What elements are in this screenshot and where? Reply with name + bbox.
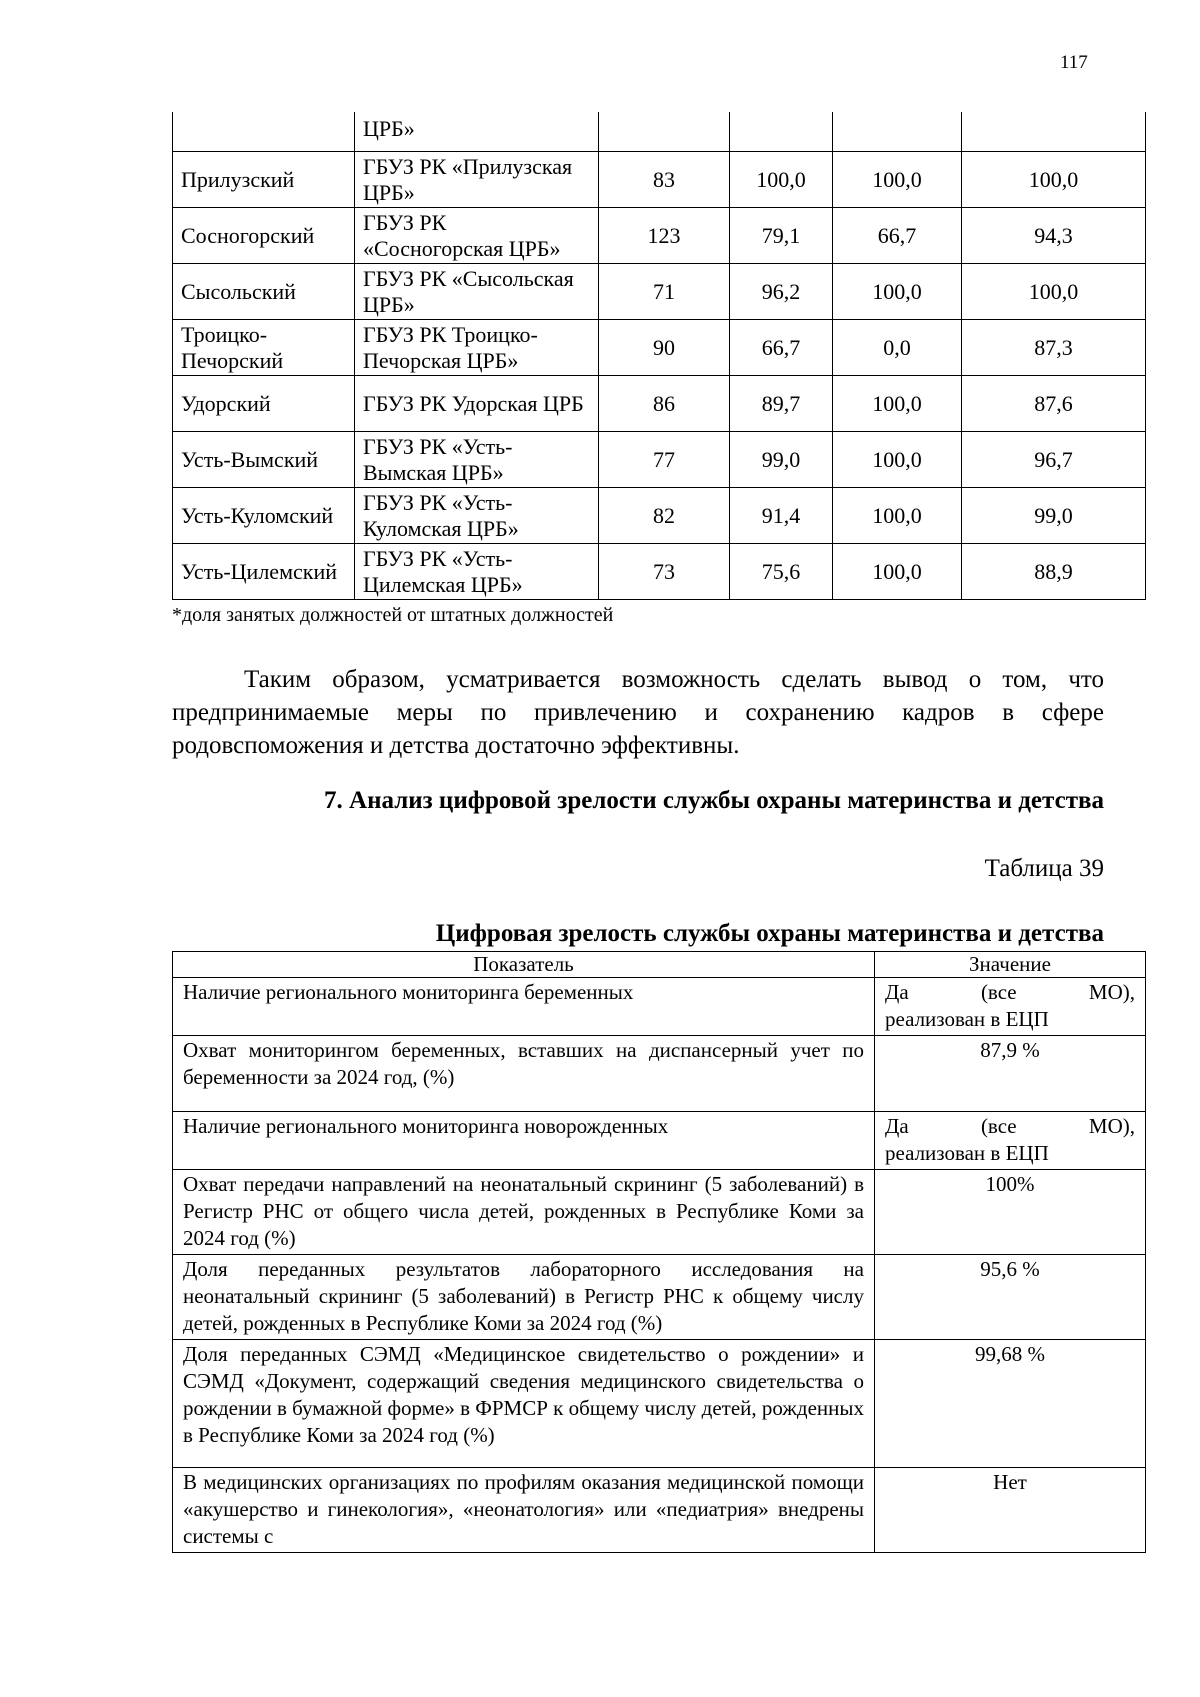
value-word: (все — [980, 1114, 1017, 1138]
value-cell: 96,2 — [730, 264, 833, 320]
value-word: Да — [885, 1114, 909, 1138]
value-cell: 66,7 — [833, 208, 962, 264]
table-row — [173, 544, 1146, 600]
table-title: Цифровая зрелость службы охраны материнства и детства — [435, 920, 1104, 947]
indicator-cell: Наличие регионального мониторинга беременных — [173, 978, 875, 1036]
value-cell: 83 — [599, 152, 730, 208]
table-row — [173, 1340, 1146, 1468]
value-cell — [875, 978, 1146, 1036]
table-row — [173, 1112, 1146, 1170]
paragraph-text: Таким образом, усматривается возможность сделать вывод о том, что предпринимаемые меры по привлечению и сохранению кадров в сфере родовспоможения и детства достаточно эффективны. — [172, 666, 1104, 759]
value-cell: 100,0 — [730, 152, 833, 208]
value-cell: 77 — [599, 432, 730, 488]
value-cell: 75,6 — [730, 544, 833, 600]
value-cell: 100,0 — [962, 152, 1146, 208]
org-cell: ГБУЗ РК «Прилузская ЦРБ» — [355, 152, 599, 208]
org-cell: ГБУЗ РК «Сосногорская ЦРБ» — [355, 208, 599, 264]
table-row — [173, 978, 1146, 1036]
value-cell: 87,3 — [962, 320, 1146, 376]
value-cell: 90 — [599, 320, 730, 376]
value-line: реализован в ЕЦП — [885, 1141, 1049, 1165]
section-heading: 7. Анализ цифровой зрелости службы охраны материнства и детства — [324, 787, 1104, 814]
district-cell: Троицко-Печорский — [173, 320, 355, 376]
value-cell: 100,0 — [962, 264, 1146, 320]
district-cell: Удорский — [173, 376, 355, 432]
org-cell: ГБУЗ РК Удорская ЦРБ — [355, 376, 599, 432]
indicator-cell: Доля переданных результатов лабораторного исследования на неонатальный скрининг (5 заболеваний) в Регистр РНС к общему числу детей, рожденных в Республике Коми за 2024 год (%) — [173, 1255, 875, 1340]
value-cell: 71 — [599, 264, 730, 320]
value-cell: 99,68 % — [875, 1340, 1146, 1468]
digital-maturity-table — [172, 951, 1146, 1553]
value-cell — [875, 1112, 1146, 1170]
value-cell: 91,4 — [730, 488, 833, 544]
value-line — [885, 1113, 1135, 1140]
table-label: Таблица 39 — [984, 855, 1104, 882]
value-word: МО), — [1088, 980, 1135, 1004]
org-cell: ГБУЗ РК «Усть-Куломская ЦРБ» — [355, 488, 599, 544]
value-cell: 95,6 % — [875, 1255, 1146, 1340]
value-cell: 73 — [599, 544, 730, 600]
table-row — [173, 376, 1146, 432]
staffing-table — [172, 112, 1146, 600]
value-cell: 99,0 — [730, 432, 833, 488]
table-row — [173, 1036, 1146, 1112]
page-number: 117 — [1060, 52, 1088, 73]
org-cell: ГБУЗ РК «Усть-Вымская ЦРБ» — [355, 432, 599, 488]
value-cell: 99,0 — [962, 488, 1146, 544]
value-cell: 87,9 % — [875, 1036, 1146, 1112]
value-cell: 66,7 — [730, 320, 833, 376]
value-cell: 94,3 — [962, 208, 1146, 264]
table-row — [173, 112, 1146, 152]
value-cell: 100,0 — [833, 488, 962, 544]
value-cell: 100,0 — [833, 432, 962, 488]
conclusion-paragraph — [172, 663, 1104, 762]
table-header-row — [173, 952, 1146, 978]
value-cell: 86 — [599, 376, 730, 432]
indicator-cell: Наличие регионального мониторинга новорожденных — [173, 1112, 875, 1170]
value-cell: 100,0 — [833, 264, 962, 320]
indicator-cell: Охват передачи направлений на неонатальный скрининг (5 заболеваний) в Регистр РНС от общего числа детей, рожденных в Республике Коми за 2024 год (%) — [173, 1170, 875, 1255]
footnote: *доля занятых должностей от штатных должностей — [172, 604, 614, 626]
value-cell: Нет — [875, 1468, 1146, 1553]
value-cell: 0,0 — [833, 320, 962, 376]
value-cell: 100,0 — [833, 376, 962, 432]
value-cell: 79,1 — [730, 208, 833, 264]
table-row — [173, 264, 1146, 320]
value-word: (все — [980, 980, 1017, 1004]
header-indicator: Показатель — [173, 952, 875, 978]
value-cell: 100,0 — [833, 152, 962, 208]
indicator-cell: Охват мониторингом беременных, вставших на диспансерный учет по беременности за 2024 год, (%) — [173, 1036, 875, 1112]
value-cell: 89,7 — [730, 376, 833, 432]
org-cell: ГБУЗ РК «Сысольская ЦРБ» — [355, 264, 599, 320]
value-cell: 96,7 — [962, 432, 1146, 488]
org-cell: ЦРБ» — [355, 112, 599, 152]
indicator-cell: Доля переданных СЭМД «Медицинское свидетельство о рождении» и СЭМД «Документ, содержащий сведения медицинского свидетельства о рождении в бумажной форме» в ФРМСР к общему числу детей, рожденных в Республике Коми за 2024 год (%) — [173, 1340, 875, 1468]
value-cell: 100% — [875, 1170, 1146, 1255]
table-row — [173, 152, 1146, 208]
value-word: МО), — [1088, 1114, 1135, 1138]
indicator-cell: В медицинских организациях по профилям оказания медицинской помощи «акушерство и гинекология», «неонатология» или «педиатрия» внедрены системы с — [173, 1468, 875, 1553]
district-cell: Сосногорский — [173, 208, 355, 264]
district-cell: Сысольский — [173, 264, 355, 320]
table-row — [173, 1468, 1146, 1553]
table-row — [173, 208, 1146, 264]
value-cell: 88,9 — [962, 544, 1146, 600]
table-row — [173, 320, 1146, 376]
org-cell: ГБУЗ РК «Усть-Цилемская ЦРБ» — [355, 544, 599, 600]
value-cell: 100,0 — [833, 544, 962, 600]
table-row — [173, 1170, 1146, 1255]
value-cell: 87,6 — [962, 376, 1146, 432]
value-cell: 123 — [599, 208, 730, 264]
district-cell: Прилузский — [173, 152, 355, 208]
district-cell: Усть-Куломский — [173, 488, 355, 544]
value-cell: 82 — [599, 488, 730, 544]
value-word: Да — [885, 980, 909, 1004]
table-row — [173, 1255, 1146, 1340]
value-line — [885, 979, 1135, 1006]
header-value: Значение — [875, 952, 1146, 978]
district-cell: Усть-Вымский — [173, 432, 355, 488]
table-row — [173, 432, 1146, 488]
org-cell: ГБУЗ РК Троицко-Печорская ЦРБ» — [355, 320, 599, 376]
value-line: реализован в ЕЦП — [885, 1007, 1049, 1031]
district-cell: Усть-Цилемский — [173, 544, 355, 600]
table-row — [173, 488, 1146, 544]
